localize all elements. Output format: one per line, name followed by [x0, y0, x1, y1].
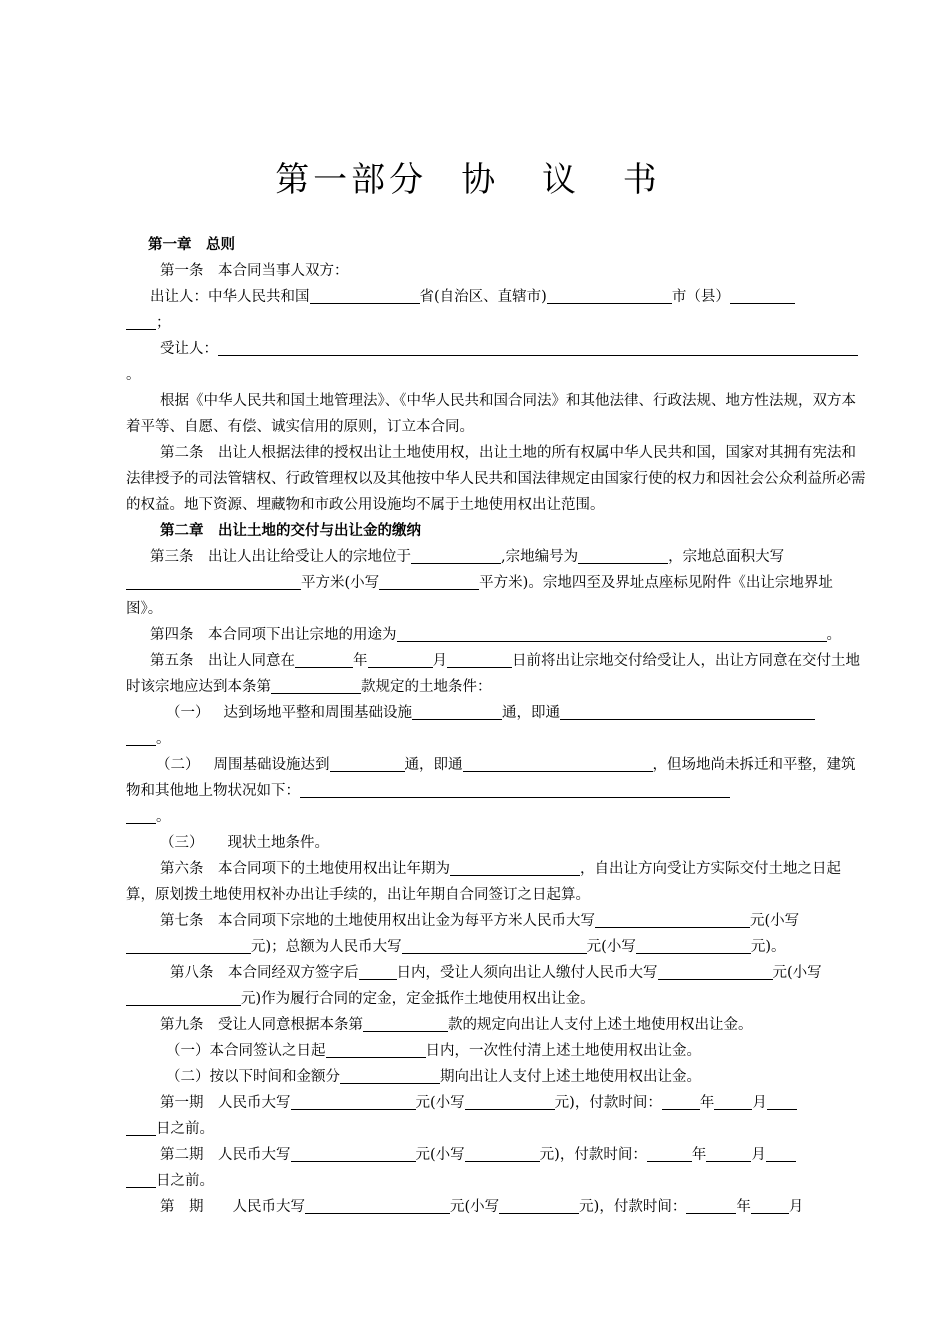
- payment-clause-blank[interactable]: [363, 1014, 448, 1032]
- installment-1: 第一期 人民币大写 元(小写 元)，付款时间： 年 月 日之前。: [126, 1090, 866, 1142]
- parcel-number-blank[interactable]: [578, 546, 668, 564]
- total-words-blank[interactable]: [402, 936, 587, 954]
- term-blank[interactable]: [450, 858, 580, 876]
- payment-option-2: （二）按以下时间和金额分 期向出让人支付上述土地使用权出让金。: [126, 1064, 866, 1090]
- delivery-year-blank[interactable]: [295, 650, 353, 668]
- p3-month-blank[interactable]: [751, 1196, 789, 1214]
- condition-3: （三） 现状土地条件。: [160, 835, 329, 851]
- transferor-line: 出让人：中华人民共和国 省(自治区、直辖市) 市（县） ；: [126, 284, 866, 336]
- p2-day-blank[interactable]: [766, 1144, 796, 1162]
- article-5: 第五条 出让人同意在 年 月 日前将出让宗地交付给受让人，出让方同意在交付土地时该宗地应达到本条第 款规定的土地条件：: [126, 648, 866, 700]
- p1-figures-blank[interactable]: [465, 1092, 555, 1110]
- p1-day-blank[interactable]: [767, 1092, 797, 1110]
- page-title: [0, 152, 950, 201]
- p2-figures-blank[interactable]: [465, 1144, 540, 1162]
- delivery-month-blank[interactable]: [368, 650, 433, 668]
- cond2-count-blank[interactable]: [330, 754, 405, 772]
- title-part: 第一部分: [275, 160, 428, 200]
- p1-words-blank[interactable]: [291, 1092, 416, 1110]
- land-use-blank[interactable]: [397, 624, 827, 642]
- clause-number-blank[interactable]: [271, 676, 361, 694]
- cond2-detail-blank[interactable]: [463, 754, 653, 772]
- cond1-detail-blank[interactable]: [560, 702, 815, 720]
- p2-year-blank[interactable]: [647, 1144, 692, 1162]
- cond1-count-blank[interactable]: [412, 702, 502, 720]
- county-blank-cont: [126, 312, 156, 330]
- province-blank[interactable]: [310, 286, 420, 304]
- price-per-sqm-figures-blank[interactable]: [126, 936, 251, 954]
- article-7: 第七条 本合同项下宗地的土地使用权出让金为每平方米人民币大写 元(小写元)；总额为人民币大写 元(小写 元)。: [126, 908, 866, 960]
- installment-3: 第 期 人民币大写 元(小写 元)，付款时间： 年 月: [126, 1194, 866, 1220]
- deposit-figures-blank[interactable]: [126, 988, 241, 1006]
- chapter2-heading: 第二章 出让土地的交付与出让金的缴纳: [160, 523, 421, 539]
- payment-option-1: （一）本合同签认之日起 日内，一次性付清上述土地使用权出让金。: [126, 1038, 866, 1064]
- structures-blank[interactable]: [300, 780, 730, 798]
- article-9: 第九条 受让人同意根据本条第 款的规定向出让人支付上述土地使用权出让金。: [126, 1012, 866, 1038]
- deposit-days-blank[interactable]: [359, 962, 397, 980]
- article-1: 第一条 本合同当事人双方：: [160, 263, 349, 279]
- title-name: 协 议 书: [461, 160, 675, 200]
- article-3: 第三条 出让人出让给受让人的宗地位于 ,宗地编号为 ，宗地总面积大写平方米(小写 平方米)。宗地四至及界址点座标见附件《出让宗地界址图》。: [126, 544, 866, 622]
- condition-2: （二） 周围基础设施达到 通，即通 ，但场地尚未拆迁和平整，建筑物和其他地上物状况如下： 。: [126, 752, 866, 830]
- p2-words-blank[interactable]: [291, 1144, 416, 1162]
- total-figures-blank[interactable]: [636, 936, 751, 954]
- transferee-blank[interactable]: [218, 338, 858, 356]
- contract-body: [126, 232, 866, 1220]
- p3-year-blank[interactable]: [686, 1196, 736, 1214]
- p3-words-blank[interactable]: [305, 1196, 450, 1214]
- installments-blank[interactable]: [340, 1066, 440, 1084]
- article-8: 第八条 本合同经双方签字后 日内，受让人须向出让人缴付人民币大写 元(小写元)作为履行合同的定金，定金抵作土地使用权出让金。: [126, 960, 866, 1012]
- county-blank[interactable]: [730, 286, 795, 304]
- price-per-sqm-words-blank[interactable]: [595, 910, 750, 928]
- p1-month-blank[interactable]: [714, 1092, 752, 1110]
- condition-1: （一） 达到场地平整和周围基础设施 通，即通 。: [126, 700, 866, 752]
- article-6: 第六条 本合同项下的土地使用权出让年期为 ，自出让方向受让方实际交付土地之日起算，原划拨土地使用权补办出让手续的，出让年期自合同签订之日起算。: [126, 856, 866, 908]
- city-blank[interactable]: [547, 286, 672, 304]
- p2-month-blank[interactable]: [706, 1144, 751, 1162]
- delivery-day-blank[interactable]: [447, 650, 512, 668]
- installment-2: 第二期 人民币大写 元(小写 元)，付款时间： 年 月 日之前。: [126, 1142, 866, 1194]
- transferee-line: 受让人：。: [126, 336, 866, 388]
- area-figures-blank[interactable]: [379, 572, 479, 590]
- legal-basis: 根据《中华人民共和国土地管理法》、《中华人民共和国合同法》和其他法律、行政法规、地方性法规，双方本着平等、自愿、有偿、诚实信用的原则，订立本合同。: [126, 393, 856, 435]
- p3-figures-blank[interactable]: [499, 1196, 579, 1214]
- deposit-words-blank[interactable]: [658, 962, 773, 980]
- area-words-blank[interactable]: [126, 572, 301, 590]
- chapter1-heading: 第一章 总则: [148, 237, 235, 253]
- location-blank[interactable]: [411, 546, 501, 564]
- article-4: 第四条 本合同项下出让宗地的用途为 。: [126, 622, 866, 648]
- article-2: 第二条 出让人根据法律的授权出让土地使用权，出让土地的所有权属中华人民共和国，国家对其拥有宪法和法律授予的司法管辖权、行政管理权以及其他按中华人民共和国法律规定由国家行使的权力和因社会公众利益所必需的权益。地下资源、埋藏物和市政公用设施均不属于土地使用权出让范围。: [126, 445, 866, 513]
- lump-sum-days-blank[interactable]: [326, 1040, 426, 1058]
- p1-year-blank[interactable]: [662, 1092, 700, 1110]
